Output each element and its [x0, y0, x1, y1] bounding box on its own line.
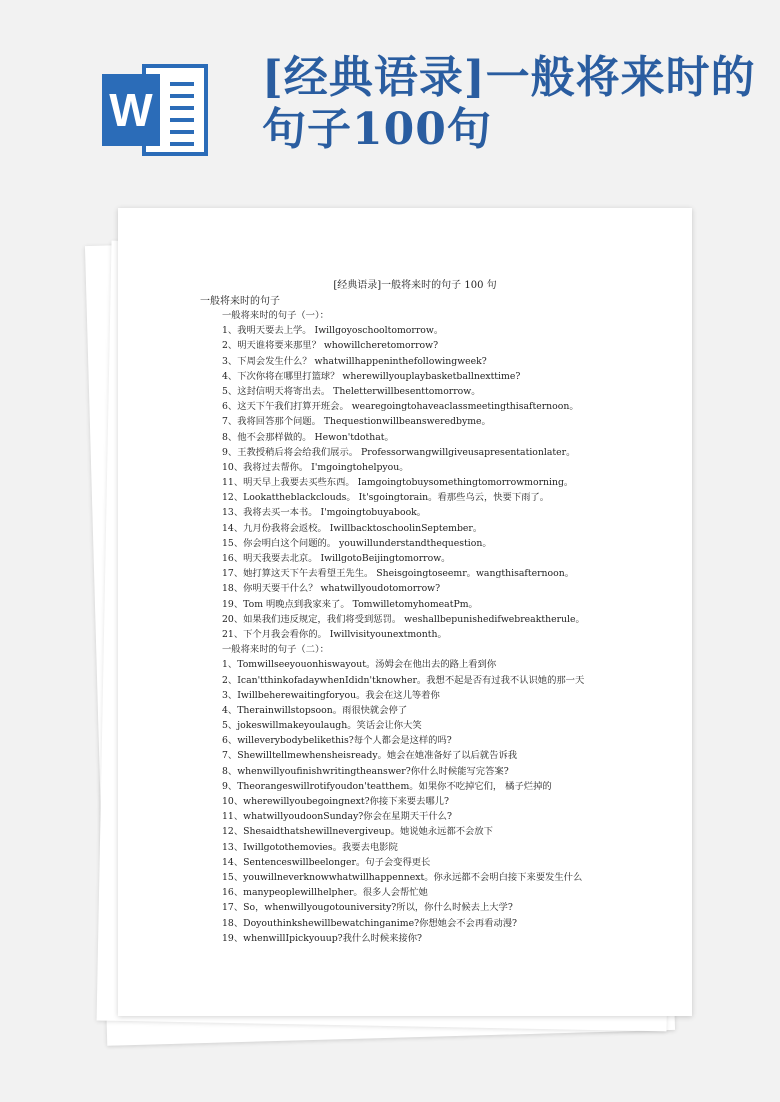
banner: [0, 0, 780, 210]
sentence-line: 一般将来时的句子（一）：: [222, 310, 329, 321]
sentence-line: 14、Sentenceswillbeelonger。句子会变得更长: [222, 856, 431, 868]
sentence-line: 17、她打算这天下午去看望王先生。 Sheisgoingtoseemr。wangthisafternoon。: [222, 568, 575, 580]
banner-title: [经典语录]一般将来时的句子100句: [262, 52, 756, 155]
sentence-line: 1、我明天要去上学。 Iwillgoyoschooltomorrow。: [222, 325, 444, 337]
sentence-line: 20、如果我们违反规定，我们将受到惩罚。 weshallbepunishedifwebreaktherule。: [222, 613, 585, 625]
sentence-line: 4、下次你将在哪里打篮球？ wherewillyouplaybasketballnexttime?: [222, 370, 521, 382]
document-heading: 一般将来时的句子: [200, 296, 280, 307]
sentence-line: 18、你明天要干什么？ whatwillyoudotomorrow?: [222, 583, 441, 595]
sentence-line: 6、这天下午我们打算开班会。 wearegoingtohaveaclassmeetingthisafternoon。: [222, 401, 579, 413]
sentence-line: 7、Shewilltellmewhensheisready。她会在她准备好了以后就告诉我: [222, 750, 518, 762]
sentence-line: 11、明天早上我要去买些东西。 Iamgoingtobuysomethingtomorrowmorning。: [222, 477, 574, 489]
sentence-line: 9、Theorangeswillrotifyoudon'teatthem。如果你不吃掉它们， 橘子烂掉的: [222, 780, 552, 792]
sentence-line: 15、你会明白这个问题的。 youwillunderstandthequestion。: [222, 537, 492, 549]
sentence-line: 3、下周会发生什么？ whatwillhappeninthefollowingweek?: [222, 355, 487, 367]
sentence-line: 16、manypeoplewillhelpher。很多人会帮忙她: [222, 887, 428, 899]
sentence-line: 5、这封信明天将寄出去。 Theletterwillbesenttomorrow。: [222, 385, 481, 397]
sentence-line: 5、jokeswillmakeyoulaugh。笑话会让你大笑: [222, 720, 422, 732]
sentence-line: 8、whenwillyoufinishwritingtheanswer?你什么时候能写完答案?: [222, 765, 509, 777]
sentence-line: 14、九月份我将会返校。 IwillbacktoschoolinSeptember。: [222, 522, 483, 534]
sentence-line: 10、wherewillyoubegoingnext?你接下来要去哪儿?: [222, 796, 449, 807]
sentence-line: 7、我将回答那个问题。 Thequestionwillbeansweredbyme。: [222, 416, 491, 428]
sentence-line: 21、下个月我会看你的。 Iwillvisityounextmonth。: [222, 628, 447, 640]
sentence-line: 17、So，whenwillyougotouniversity?所以，你什么时候去上大学?: [222, 902, 513, 914]
sentence-line: 8、他不会那样做的。 Hewon'tdothat。: [222, 431, 394, 443]
word-w-badge: W: [102, 74, 160, 146]
sentence-line: 6、willeverybodybelikethis?每个人都会是这样的吗?: [222, 735, 452, 747]
sentence-line: 2、Ican'tthinkofadaywhenIdidn'tknowher。我想不起是否有过我不认识她的那一天: [222, 674, 585, 686]
sentence-line: 11、whatwillyoudoonSunday?你会在星期天干什么?: [222, 811, 452, 823]
sentence-line: 19、whenwillIpickyouup?我什么时候来接你?: [222, 932, 422, 944]
sentence-line: 3、Iwillbeherewaitingforyou。我会在这儿等着你: [222, 689, 440, 701]
sentence-line: 15、youwillneverknowwhatwillhappennext。你永远都不会明白接下来要发生什么: [222, 871, 583, 883]
sentence-line: 9、王教授稍后将会给我们展示。 Professorwangwillgiveusapresentationlater。: [222, 446, 576, 458]
document-page: [118, 208, 692, 1016]
sentence-line: 12、Shesaidthatshewillnevergiveup。她说她永远都不会放下: [222, 826, 493, 838]
sentence-line: 4、Therainwillstopsoon。雨很快就会停了: [222, 704, 408, 716]
sentence-line: 一般将来时的句子（二）：: [222, 644, 329, 656]
sentence-list: [222, 308, 692, 946]
sentence-line: 16、明天我要去北京。 IwillgotoBeijingtomorrow。: [222, 553, 451, 564]
sentence-line: 13、我将去买一本书。 I'mgoingtobuyabook。: [222, 507, 427, 519]
sentence-line: 18、Doyouthinkshewillbewatchinganime?你想她会不会再看动漫?: [222, 917, 518, 929]
sentence-line: 19、Tom 明晚点到我家来了。 TomwilletomyhomeatPm。: [222, 598, 478, 610]
document-title: [经典语录]一般将来时的句子 100 句: [333, 280, 497, 291]
sentence-line: 2、明天谁将要来那里？ whowillcheretomorrow?: [222, 340, 439, 352]
sentence-line: 13、Iwillgotothemovies。我要去电影院: [222, 841, 398, 853]
word-document-icon: [102, 64, 210, 156]
sentence-line: 12、Lookattheblackclouds。 It'sgoingtorain。看那些乌云，快要下雨了。: [222, 492, 550, 504]
sentence-line: 1、Tomwillseeyouonhiswayout。汤姆会在他出去的路上看到你: [222, 659, 497, 671]
sentence-line: 10、我将过去帮你。 I'mgoingtohelpyou。: [222, 461, 409, 473]
